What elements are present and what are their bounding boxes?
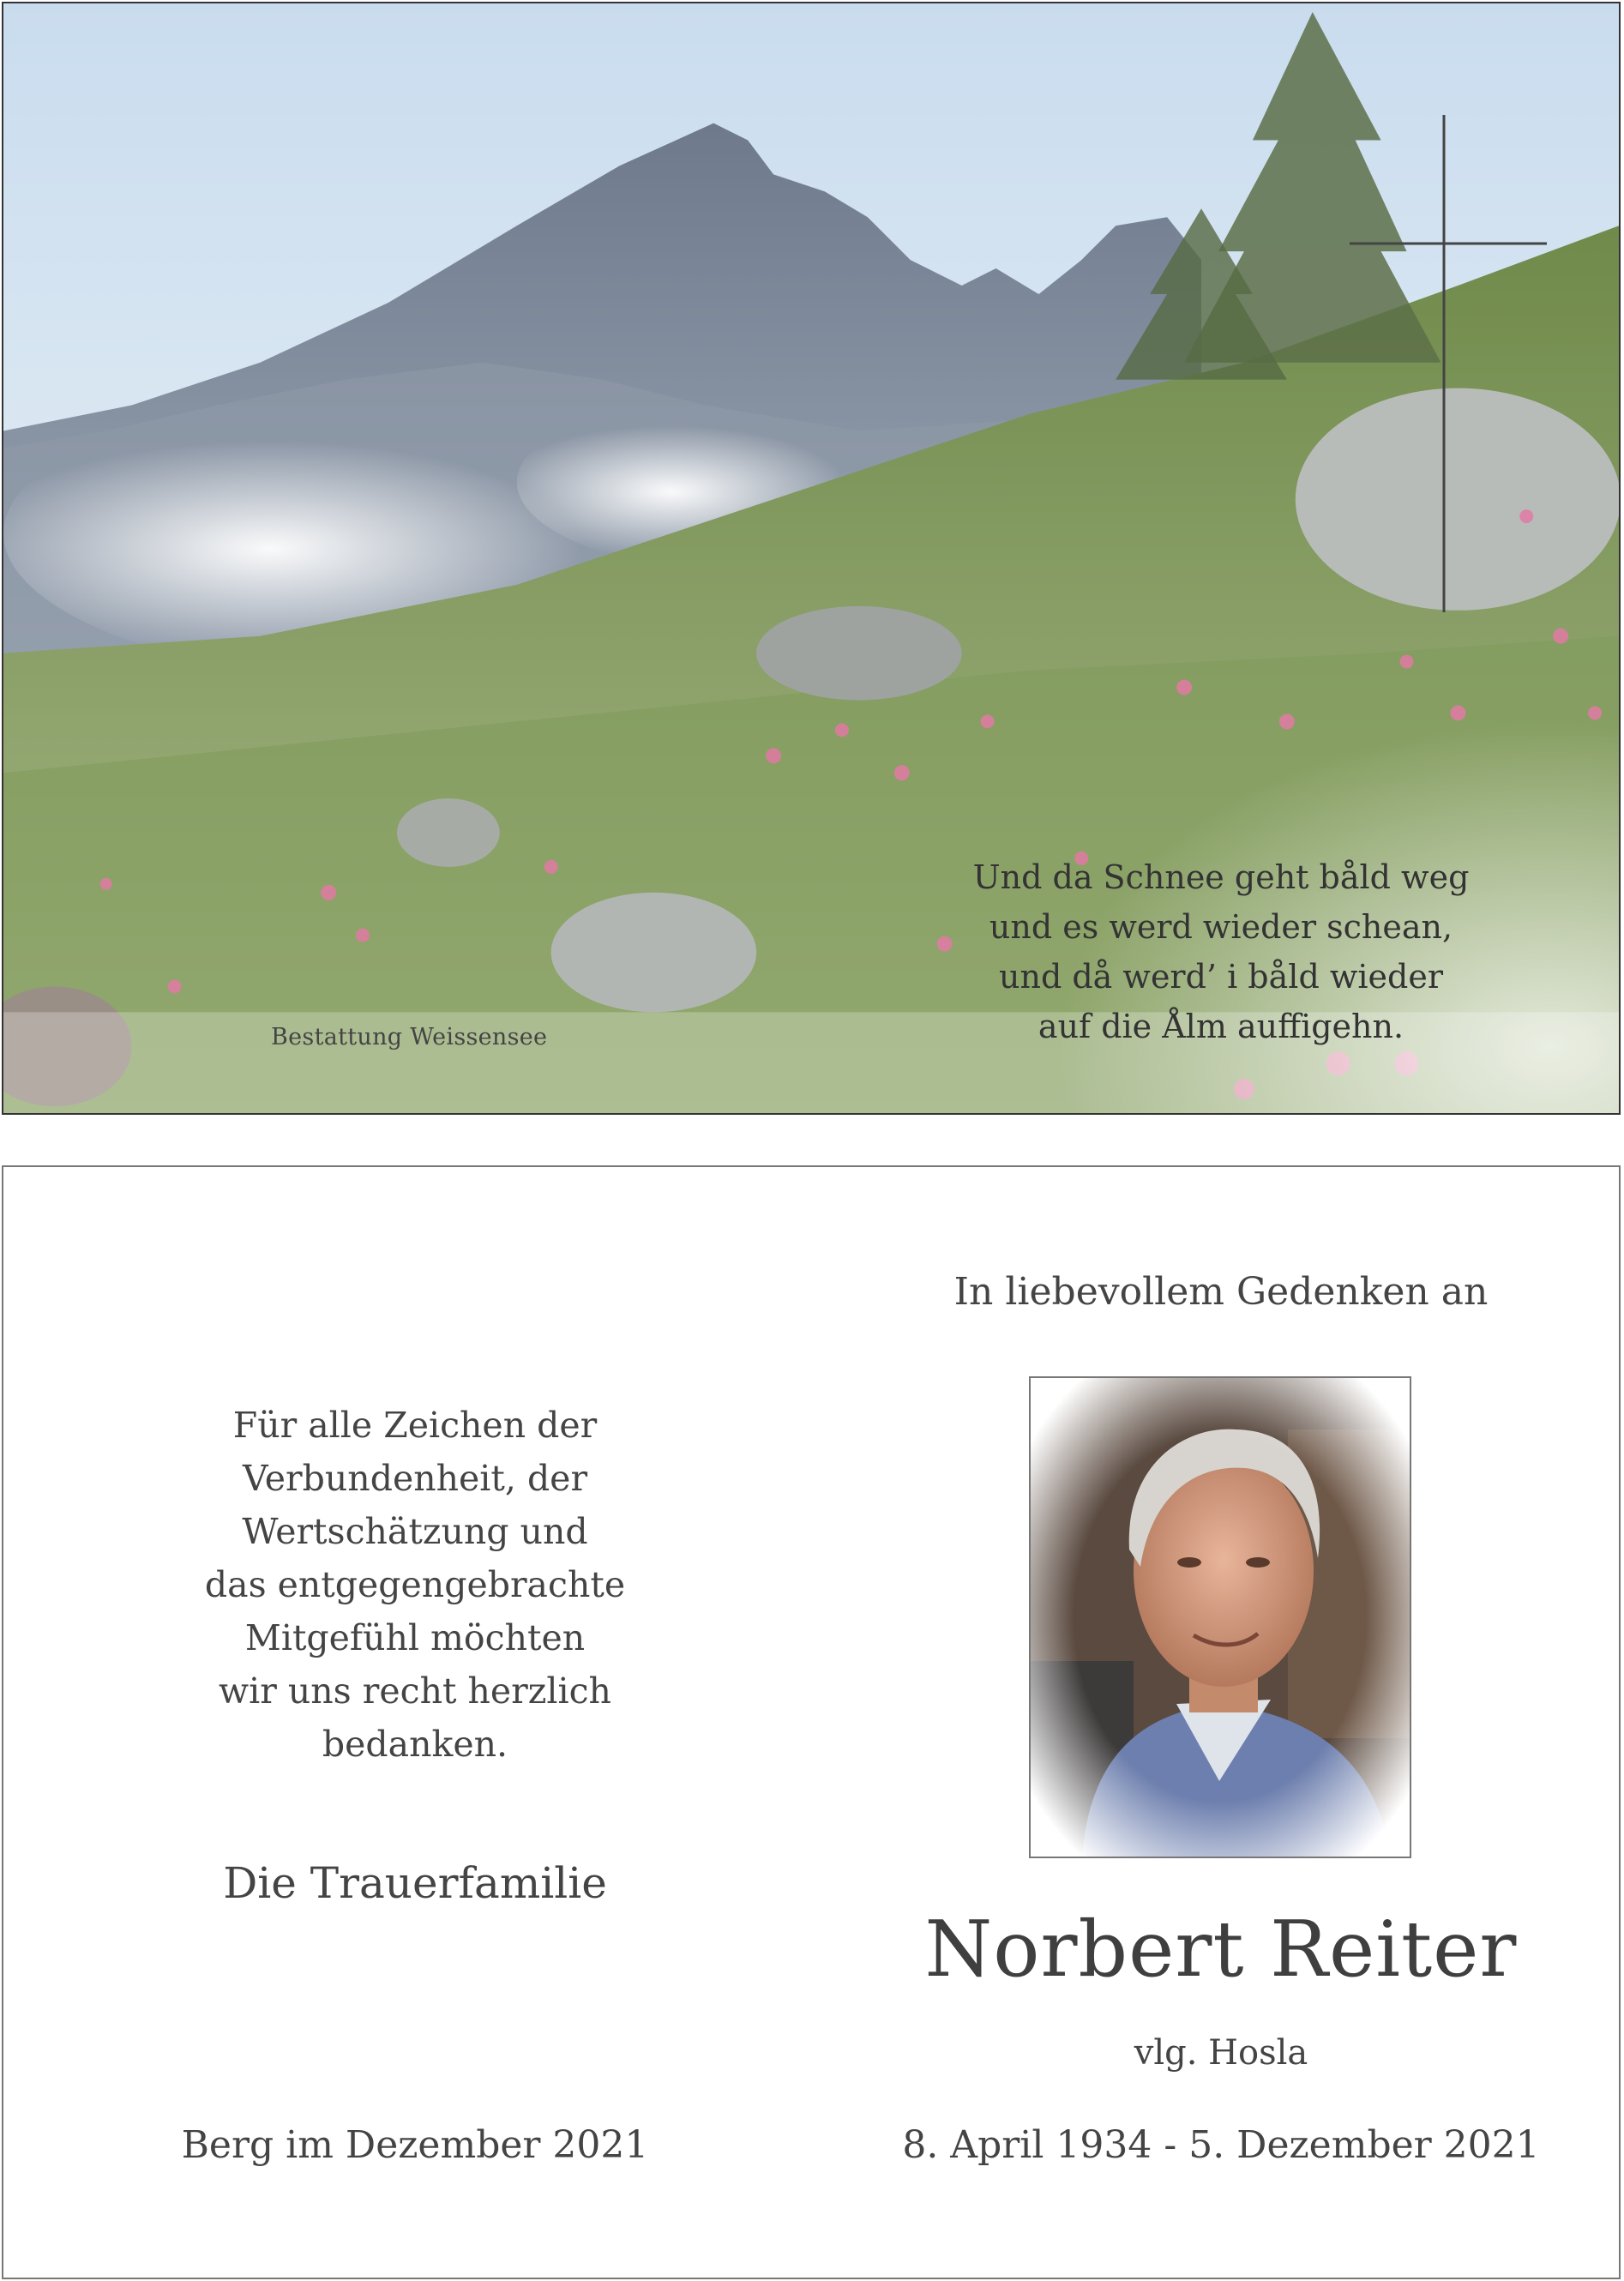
portrait-photo [1029,1376,1411,1858]
poem-verse [938,852,1504,1051]
memorial-text-card [2,1165,1621,2279]
deceased-name: Norbert Reiter [924,1905,1518,1995]
funeral-home-imprint: Bestattung Weissensee [271,1024,548,1050]
thanks-line: Wertschätzung und [242,1511,588,1552]
portrait-image [1031,1378,1410,1857]
landscape-card [2,2,1621,1115]
poem-line: Und da Schnee geht båld weg [972,858,1470,896]
place-and-date: Berg im Dezember 2021 [181,2123,649,2167]
cross-icon [1350,115,1547,612]
thanks-line: Mitgefühl möchten [244,1617,586,1658]
thanks-line: Für alle Zeichen der [232,1405,598,1446]
house-name: vlg. Hosla [1134,2033,1308,2073]
thanks-line: Verbundenheit, der [242,1458,588,1499]
memorial-intro: In liebevollem Gedenken an [953,1270,1489,1314]
thanks-message [132,1399,698,1771]
life-dates: 8. April 1934 - 5. Dezember 2021 [902,2123,1540,2167]
poem-line: auf die Ålm auffigehn. [1038,1008,1404,1045]
poem-line: und es werd wieder schean, [989,908,1453,946]
thanks-line: das entgegengebrachte [204,1564,626,1605]
thanks-line: bedanken. [322,1724,508,1765]
poem-line: und då werd’ i båld wieder [999,958,1443,996]
family-signature: Die Trauerfamilie [223,1858,607,1908]
thanks-line: wir uns recht herzlich [219,1670,611,1712]
